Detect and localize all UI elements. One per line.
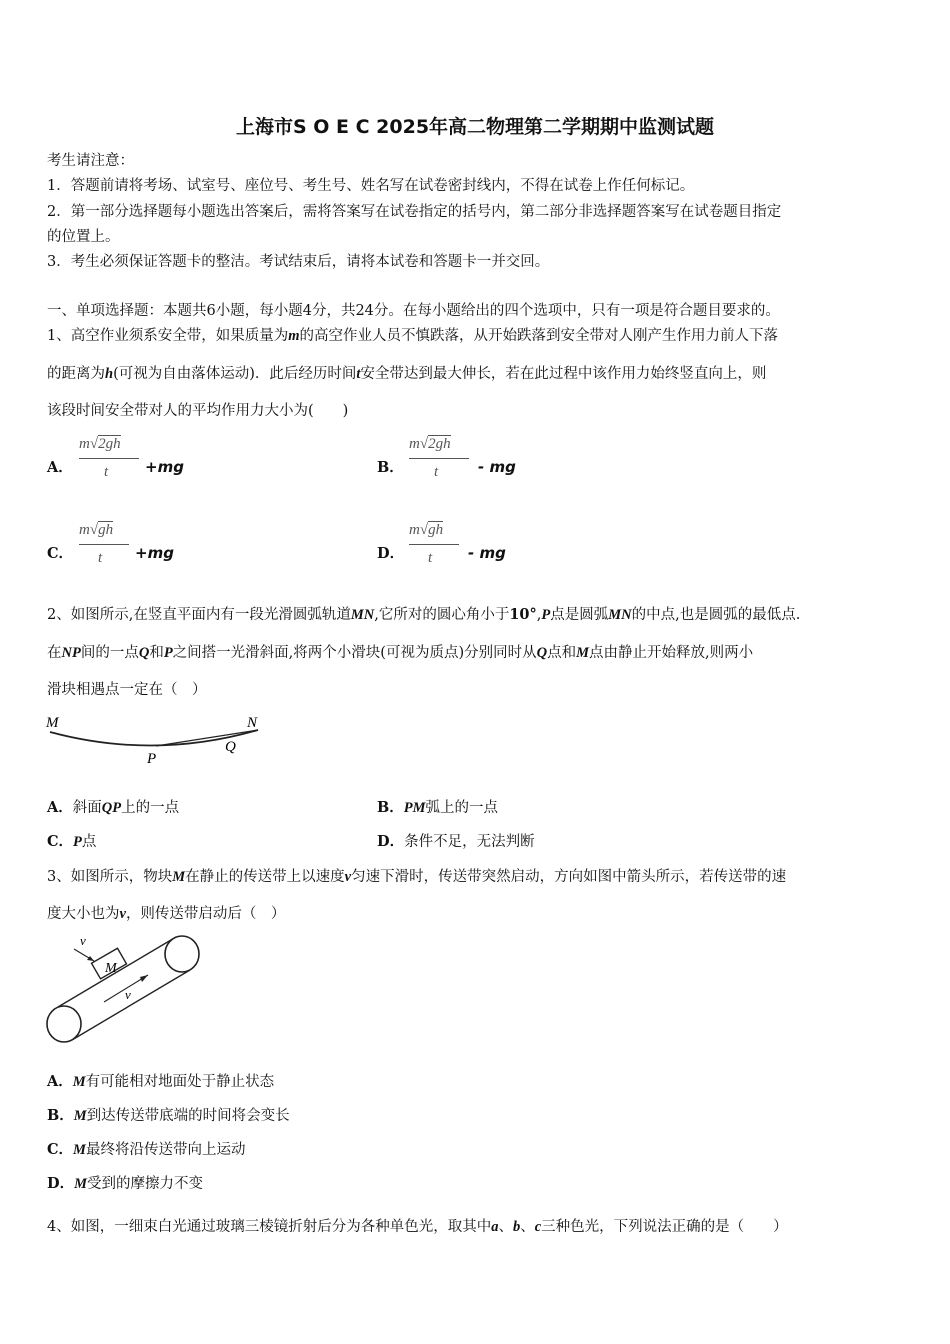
q2-option-b[interactable] <box>377 798 498 818</box>
q2-var: Q <box>138 645 150 661</box>
q1-var-m: m <box>288 328 300 344</box>
q4-var: a <box>491 1219 499 1235</box>
label-v1: v <box>80 933 86 948</box>
bottom-roller <box>47 1006 81 1042</box>
option-text: 条件不足，无法判断 <box>404 834 535 850</box>
notice-item-2: 2．第一部分选择题每小题选出答案后，需将答案写在试卷指定的括号内，第二部分非选择题答案写在试卷题目指定 <box>47 204 782 220</box>
notice-item-1: 1．答题前请将考场、试室号、座位号、考生号、姓名写在试卷密封线内，不得在试卷上作任何标记。 <box>47 178 695 194</box>
q2-text: 点是圆弧 <box>550 607 609 623</box>
label-p: P <box>147 751 157 767</box>
q2-text: 间的一点 <box>80 645 139 661</box>
fraction: m√gh t <box>409 522 461 572</box>
q1-text: 的距离为 <box>47 366 105 382</box>
option-var: M <box>74 1176 87 1192</box>
q3-var: M <box>172 869 186 885</box>
q2-stem-line-1 <box>47 605 917 625</box>
option-label: D． <box>47 1175 75 1192</box>
option-text: 弧上的一点 <box>425 800 499 816</box>
option-label: B． <box>377 799 404 816</box>
q3-conveyor-figure <box>44 932 209 1048</box>
q2-var: MN <box>608 607 632 623</box>
section-heading: 一、单项选择题：本题共6小题，每小题4分，共24分。在每小题给出的四个选项中，只有一项是符合题目要求的。 <box>47 303 780 319</box>
frac-root: gh <box>428 522 444 538</box>
belt-top <box>58 937 176 1007</box>
q3-text: 3、如图所示，物块 <box>47 869 173 885</box>
q2-stem-line-3: 滑块相遇点一定在（ ） <box>47 682 207 698</box>
q3-option-d[interactable] <box>47 1174 203 1194</box>
top-roller <box>165 936 199 972</box>
q3-var: v <box>119 906 126 922</box>
incline <box>156 730 258 746</box>
q2-stem-line-2 <box>47 643 917 663</box>
label-v2: v <box>125 987 131 1002</box>
q1-stem-line-3: 该段时间安全带对人的平均作用力大小为( ) <box>47 403 349 419</box>
frac-den: t <box>428 550 433 566</box>
frac-den: t <box>98 550 103 566</box>
q3-text: 匀速下滑时，传送带突然启动，方向如图中箭头所示，若传送带的速 <box>351 869 787 885</box>
q1-var-t: t <box>356 366 361 382</box>
q3-stem-line-2 <box>47 904 917 924</box>
q2-var: M <box>576 645 589 661</box>
q2-text: 2、如图所示,在竖直平面内有一段光滑圆弧轨道 <box>47 607 351 623</box>
option-tail: +mg <box>135 544 174 562</box>
notice-item-2-cont: 的位置上。 <box>47 229 120 245</box>
q4-text: 三种色光，下列说法正确的是（ ） <box>541 1219 788 1235</box>
q1-text: 的高空作业人员不慎跌落，从开始跌落到安全带对人刚产生作用力前人下落 <box>299 328 779 344</box>
frac-root: 2gh <box>428 436 451 452</box>
q2-text: 的中点,也是圆弧的最低点. <box>631 607 801 623</box>
option-var: M <box>73 1142 86 1158</box>
option-label: D． <box>377 545 405 562</box>
option-label: A． <box>47 459 73 476</box>
q1-stem-line-1 <box>47 326 917 346</box>
option-label: A． <box>47 1073 73 1090</box>
q3-option-a[interactable] <box>47 1072 274 1092</box>
q2-text: 在 <box>47 645 62 661</box>
q4-var: b <box>512 1219 521 1235</box>
notice-item-3: 3．考生必须保证答题卡的整洁。考试结束后，请将本试卷和答题卡一并交回。 <box>47 254 550 270</box>
q2-text: , <box>536 607 542 623</box>
label-q: Q <box>225 739 236 755</box>
frac-m: m <box>79 436 90 452</box>
fraction: m√2gh t <box>79 436 141 486</box>
frac-root: 2gh <box>98 436 121 452</box>
q2-text: 点和 <box>547 645 577 661</box>
option-label: D． <box>377 833 405 850</box>
q2-option-c[interactable] <box>47 832 96 852</box>
option-text: 有可能相对地面处于静止状态 <box>85 1074 275 1090</box>
q4-var: c <box>534 1219 542 1235</box>
option-text: 受到的摩擦力不变 <box>86 1176 203 1192</box>
option-var: PM <box>403 800 426 816</box>
q3-text: 度大小也为 <box>47 906 120 922</box>
q3-option-c[interactable] <box>47 1140 245 1160</box>
option-tail: +mg <box>145 458 184 476</box>
frac-den: t <box>104 464 109 480</box>
frac-den: t <box>434 464 439 480</box>
notice-header: 考生请注意： <box>47 153 134 169</box>
q1-stem-line-2 <box>47 364 917 384</box>
label-block-m: M <box>105 961 117 976</box>
option-label: B． <box>47 1107 74 1124</box>
velocity-arrowhead-1 <box>87 956 94 961</box>
option-tail: - mg <box>468 544 506 562</box>
q4-text: 4、如图，一细束白光通过玻璃三棱镜折射后分为各种单色光，取其中 <box>47 1219 492 1235</box>
q2-angle: 10° <box>509 606 537 623</box>
option-text: 上的一点 <box>121 800 180 816</box>
option-text: 到达传送带底端的时间将会变长 <box>86 1108 290 1124</box>
q1-text: 1、高空作业须系安全带，如果质量为 <box>47 328 289 344</box>
option-label: B． <box>377 459 404 476</box>
q4-text: 、 <box>498 1219 513 1235</box>
q2-arc-figure <box>44 710 274 772</box>
q2-var: NP <box>61 645 81 661</box>
frac-m: m <box>409 436 420 452</box>
q1-text: (可视为自由落体运动)．此后经历时间 <box>113 366 357 382</box>
q2-text: 和 <box>149 645 164 661</box>
option-text: 点 <box>81 834 97 850</box>
option-text: 斜面 <box>72 800 102 816</box>
option-var: M <box>73 1108 87 1124</box>
option-label: A． <box>47 799 73 816</box>
fraction: m√2gh t <box>409 436 471 486</box>
q2-var: Q <box>536 645 548 661</box>
option-var: M <box>72 1074 86 1090</box>
q2-var: P <box>541 607 551 623</box>
fraction: m√gh t <box>79 522 131 572</box>
belt-bottom <box>72 970 190 1040</box>
belt-arrowhead <box>140 975 148 982</box>
option-tail: - mg <box>478 458 516 476</box>
q1-text: 安全带达到最大伸长，若在此过程中该作用力始终竖直向上，则 <box>360 366 767 382</box>
option-label: C． <box>47 1141 74 1158</box>
q3-var: v <box>344 869 352 885</box>
q2-text: 之间搭一光滑斜面,将两个小滑块(可视为质点)分别同时从 <box>172 645 537 661</box>
option-label: C． <box>47 545 74 562</box>
label-m: M <box>46 715 59 731</box>
q3-text: 在静止的传送带上以速度 <box>185 869 345 885</box>
q2-var: P <box>163 645 173 661</box>
q3-text: ，则传送带启动后（ ） <box>125 906 286 922</box>
q2-text: 点由静止开始释放,则两小 <box>589 645 754 661</box>
q3-stem-line-1 <box>47 867 917 887</box>
q3-option-b[interactable] <box>47 1106 290 1126</box>
frac-root: gh <box>98 522 114 538</box>
option-label: C． <box>47 833 74 850</box>
q2-option-a[interactable] <box>47 798 179 818</box>
q2-text: ,它所对的圆心角小于 <box>374 607 510 623</box>
q2-option-d[interactable] <box>377 832 535 852</box>
page-title: 上海市S O E C 2025年高二物理第二学期期中监测试题 <box>235 116 715 138</box>
q1-var-h: h <box>105 366 114 382</box>
q4-stem-line-1 <box>47 1217 917 1237</box>
frac-m: m <box>79 522 90 538</box>
option-text: 最终将沿传送带向上运动 <box>85 1142 246 1158</box>
q2-var: MN <box>350 607 375 623</box>
option-var: P <box>73 834 82 850</box>
label-n: N <box>247 715 258 731</box>
frac-m: m <box>409 522 420 538</box>
option-var: QP <box>101 800 122 816</box>
q4-text: 、 <box>520 1219 535 1235</box>
